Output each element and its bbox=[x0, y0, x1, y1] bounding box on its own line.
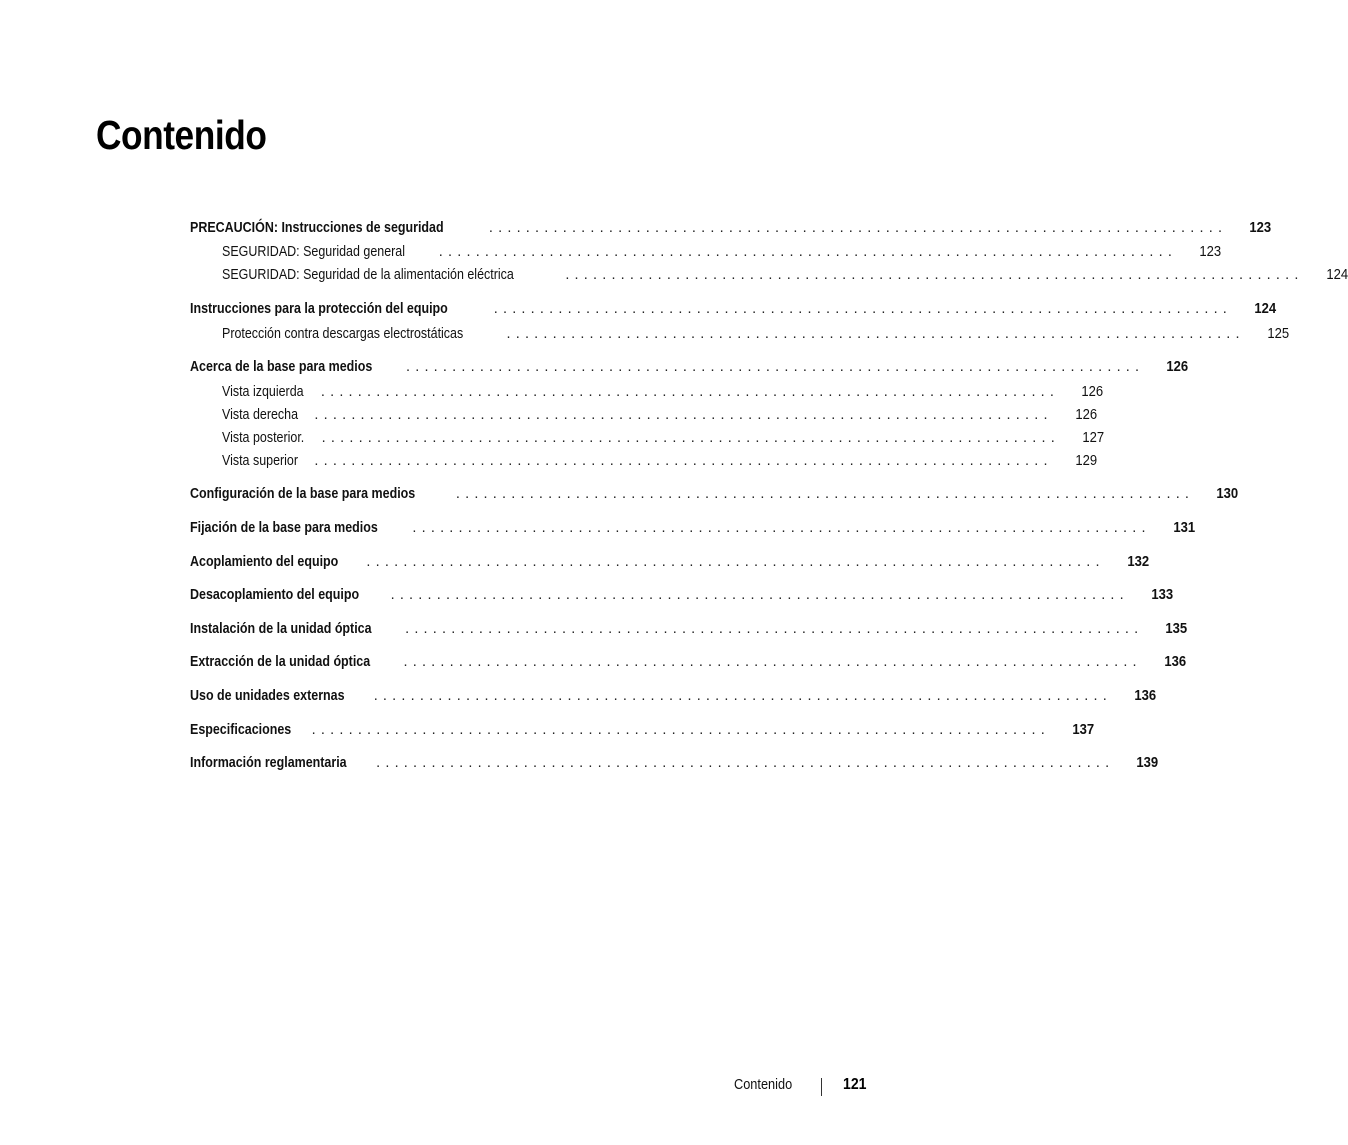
toc-entry-page: 130 bbox=[1216, 486, 1239, 502]
toc-entry[interactable] bbox=[190, 405, 1097, 425]
toc-entry[interactable] bbox=[190, 552, 1149, 572]
toc-entry[interactable] bbox=[190, 518, 1195, 538]
toc-entry-label: Información reglamentaria bbox=[190, 755, 347, 771]
dot-leader: ................................................................................ bbox=[314, 407, 1053, 423]
dot-leader: ................................................................................ bbox=[366, 554, 1105, 570]
toc-entry-page: 124 bbox=[1254, 301, 1277, 317]
footer-section-label: Contenido bbox=[734, 1077, 793, 1093]
toc-entry-label: PRECAUCIÓN: Instrucciones de seguridad bbox=[190, 220, 444, 236]
dot-leader: ................................................................................ bbox=[493, 301, 1233, 317]
toc-entry[interactable] bbox=[190, 686, 1157, 706]
toc-entry-label: Acerca de la base para medios bbox=[190, 359, 373, 375]
dot-leader: ................................................................................ bbox=[373, 688, 1112, 704]
footer-page-number: 121 bbox=[843, 1076, 867, 1093]
toc-entry-page: 123 bbox=[1249, 220, 1272, 236]
toc-entry-label: Instrucciones para la protección del equipo bbox=[190, 301, 448, 317]
dot-leader: ................................................................................ bbox=[412, 520, 1151, 536]
toc-entry[interactable] bbox=[190, 428, 1105, 448]
dot-leader: ................................................................................ bbox=[455, 486, 1195, 502]
toc-entry[interactable] bbox=[190, 242, 1222, 262]
toc-entry-page: 139 bbox=[1136, 755, 1159, 771]
toc-entry[interactable] bbox=[190, 753, 1159, 773]
toc-entry-label: Extracción de la unidad óptica bbox=[190, 654, 371, 670]
dot-leader: ................................................................................ bbox=[311, 722, 1050, 738]
dot-leader: ................................................................................ bbox=[376, 755, 1115, 771]
toc-entry-label: Especificaciones bbox=[190, 722, 292, 738]
dot-leader: ................................................................................ bbox=[403, 654, 1142, 670]
toc-entry-label: Fijación de la base para medios bbox=[190, 520, 378, 536]
dot-leader: ................................................................................ bbox=[320, 384, 1060, 400]
toc-entry-label: Instalación de la unidad óptica bbox=[190, 621, 372, 637]
dot-leader: ................................................................................ bbox=[405, 621, 1144, 637]
toc-entry-label: Configuración de la base para medios bbox=[190, 486, 416, 502]
toc-entry[interactable] bbox=[190, 265, 1348, 285]
dot-leader: ................................................................................ bbox=[565, 267, 1304, 283]
toc-entry[interactable] bbox=[190, 299, 1277, 319]
toc-entry-page: 126 bbox=[1166, 359, 1189, 375]
toc-entry-page: 124 bbox=[1326, 267, 1348, 283]
toc-entry-page: 135 bbox=[1165, 621, 1188, 637]
toc-entry-label: Vista posterior. bbox=[222, 430, 305, 446]
toc-entry-page: 136 bbox=[1134, 688, 1157, 704]
dot-leader: ................................................................................ bbox=[405, 359, 1145, 375]
dot-leader: ................................................................................ bbox=[314, 453, 1053, 469]
dot-leader: ................................................................................ bbox=[321, 430, 1060, 446]
toc-entry-label: SEGURIDAD: Seguridad general bbox=[222, 244, 405, 260]
toc-entry-page: 131 bbox=[1173, 520, 1195, 536]
toc-entry-page: 125 bbox=[1267, 326, 1289, 342]
toc-entry-page: 129 bbox=[1075, 453, 1097, 469]
toc-entry[interactable] bbox=[190, 652, 1186, 672]
toc-entry-label: Acoplamiento del equipo bbox=[190, 554, 339, 570]
dot-leader: ................................................................................ bbox=[390, 587, 1129, 603]
toc-entry[interactable] bbox=[190, 382, 1104, 402]
page-title: Contenido bbox=[96, 112, 267, 158]
toc-entry-label: Vista derecha bbox=[222, 407, 299, 423]
dot-leader: ................................................................................ bbox=[488, 220, 1228, 236]
toc-entry[interactable] bbox=[190, 218, 1272, 238]
toc-entry[interactable] bbox=[190, 451, 1097, 471]
toc-entry-page: 137 bbox=[1072, 722, 1095, 738]
toc-entry[interactable] bbox=[190, 720, 1095, 740]
toc-entry-page: 127 bbox=[1082, 430, 1105, 446]
toc-entry[interactable] bbox=[190, 484, 1239, 504]
toc-entry[interactable] bbox=[190, 357, 1189, 377]
toc-entry[interactable] bbox=[190, 324, 1289, 344]
toc-entry-page: 136 bbox=[1164, 654, 1186, 670]
toc-entry-page: 133 bbox=[1151, 587, 1174, 603]
toc-entry-label: SEGURIDAD: Seguridad de la alimentación eléctrica bbox=[222, 267, 514, 283]
toc-entry[interactable] bbox=[190, 585, 1174, 605]
toc-entry-page: 126 bbox=[1081, 384, 1104, 400]
toc-entry-label: Desacoplamiento del equipo bbox=[190, 587, 360, 603]
toc-entry-label: Vista superior bbox=[222, 453, 299, 469]
toc-entry-label: Vista izquierda bbox=[222, 384, 304, 400]
footer-divider bbox=[821, 1078, 822, 1096]
toc-entry-page: 123 bbox=[1199, 244, 1222, 260]
toc-entry-page: 132 bbox=[1127, 554, 1149, 570]
toc-entry-page: 126 bbox=[1075, 407, 1097, 423]
toc-entry-label: Protección contra descargas electrostáticas bbox=[222, 326, 464, 342]
toc-entry[interactable] bbox=[190, 619, 1188, 639]
dot-leader: ................................................................................ bbox=[438, 244, 1178, 260]
toc-entry-label: Uso de unidades externas bbox=[190, 688, 345, 704]
dot-leader: ................................................................................ bbox=[506, 326, 1245, 342]
